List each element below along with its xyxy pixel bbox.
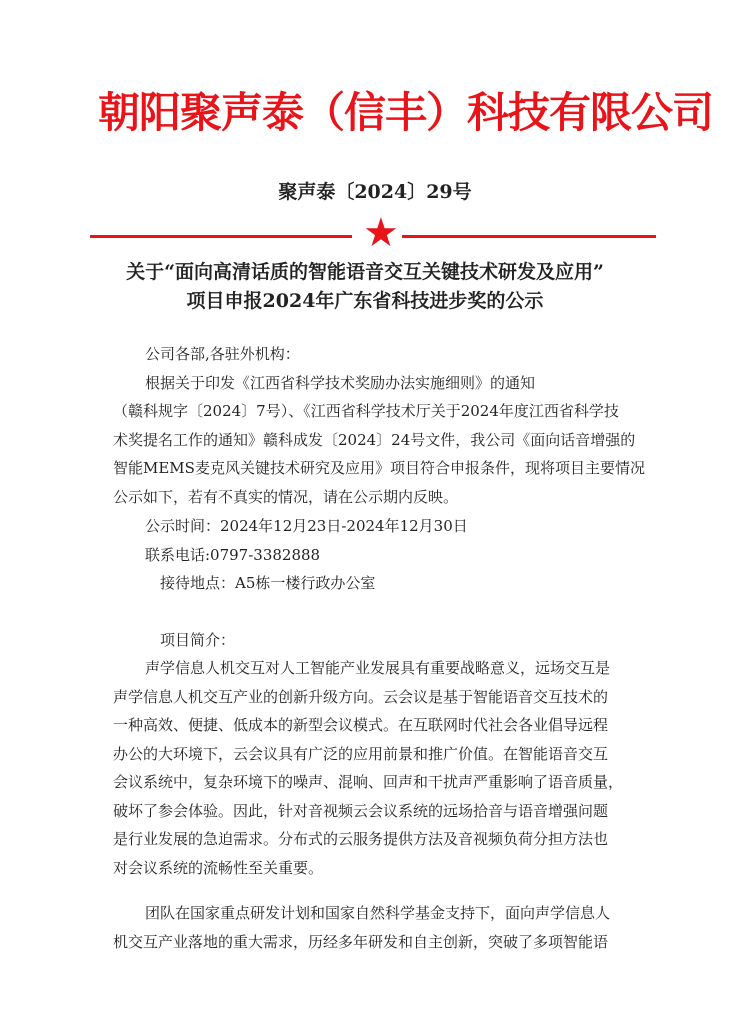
salutation: 公司各部,各驻外机构： [145,345,300,363]
organization-name: 朝阳聚声泰（信丰）科技有限公司 [98,88,714,137]
paragraph-line: 声学信息人机交互产业的创新升级方向。云会议是基于智能语音交互技术的 [113,688,609,706]
intro-heading: 项目简介： [160,631,236,649]
paragraph-line: 破坏了参会体验。因此，针对音视频云会议系统的远场拾音与语音增强问题 [113,802,609,820]
paragraph-line: 一种高效、便捷、低成本的新型会议模式。在互联网时代社会各业倡导远程 [113,716,609,734]
notice-title-line1: 关于“面向高清话质的智能语音交互关键技术研发及应用” [126,261,604,283]
publicity-period: 公示时间：2024年12月23日-2024年12月30日 [145,517,468,535]
paragraph-line: 是行业发展的急迫需求。分布式的云服务提供方法及音视频负荷分担方法也 [113,830,609,848]
paragraph-line: 对会议系统的流畅性至关重要。 [113,859,324,877]
document-number: 聚声泰〔2024〕29号 [278,181,472,203]
paragraph-line: 会议系统中，复杂环境下的噪声、混响、回声和干扰声严重影响了语音质量， [113,773,624,791]
paragraph-line: 机交互产业落地的重大需求，历经多年研发和自主创新，突破了多项智能语 [113,933,609,951]
paragraph-line: 声学信息人机交互对人工智能产业发展具有重要战略意义，远场交互是 [145,659,611,677]
reception-location: 接待地点：A5栋一楼行政办公室 [160,574,376,592]
red-rule-right [402,235,656,238]
paragraph-line: 办公的大环境下，云会议具有广泛的应用前景和推广价值。在智能语音交互 [113,745,609,763]
paragraph-line: 术奖提名工作的通知》赣科成发〔2024〕24号文件，我公司《面向话音增强的 [113,431,636,449]
paragraph-line: 智能MEMS麦克风关键技术研究及应用》项目符合申报条件，现将项目主要情况 [113,459,645,477]
contact-phone: 联系电话:0797-3382888 [145,546,321,564]
paragraph-line: 根据关于印发《江西省科学技术奖励办法实施细则》的通知 [145,374,536,392]
paragraph-line: 团队在国家重点研发计划和国家自然科学基金支持下，面向声学信息人 [145,904,611,922]
red-star-icon: ★ [363,210,399,256]
paragraph-line: 公示如下，若有不真实的情况，请在公示期内反映。 [113,488,459,506]
red-rule-left [90,235,352,238]
notice-title-line2: 项目申报2024年广东省科技进步奖的公示 [186,290,544,312]
paragraph-line: （赣科规字〔2024〕7号）、《江西省科学技术厅关于2024年度江西省科学技 [113,402,619,420]
